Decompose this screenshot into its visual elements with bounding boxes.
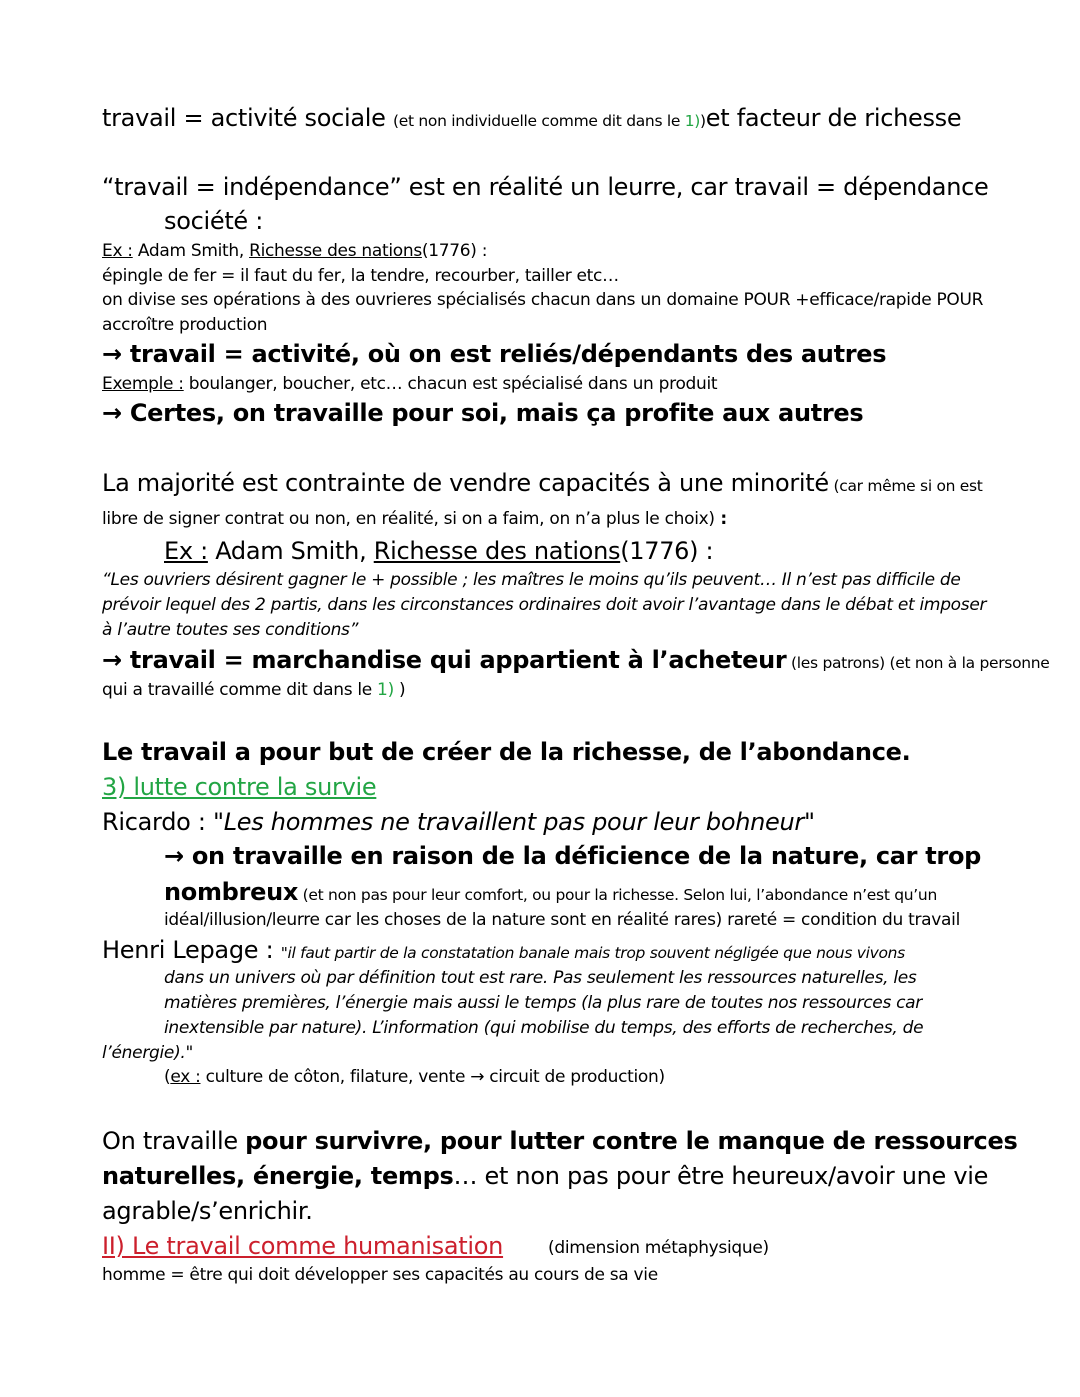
statement: → travail = marchandise qui appartient à l’acheteur: [102, 646, 787, 674]
conclusion-survivre-3: agrable/s’enrichir.: [102, 1197, 313, 1225]
bold: pour survivre, pour lutter contre le manque de ressources: [245, 1127, 1018, 1155]
example-boulanger: [102, 374, 717, 394]
note: (et non individuelle comme dit dans le: [393, 112, 685, 130]
year: (1776) :: [421, 241, 488, 261]
section-heading-II-note: (dimension métaphysique): [548, 1238, 769, 1258]
quote-smith-line-1: “Les ouvriers désirent gagner le + possible ; les maîtres le moins qu’ils peuvent… Il n’est pas difficile de: [102, 570, 961, 590]
plain: On travaille: [102, 1127, 246, 1155]
ex-label: Ex :: [102, 241, 133, 261]
close: ): [393, 680, 406, 700]
conclusion-survivre-1: [102, 1127, 1017, 1155]
conclusion-deficience: → on travaille en raison de la déficience de la nature, car trop: [164, 842, 982, 870]
book-title: Richesse des nations: [249, 241, 422, 261]
plain: … et non pas pour être heureux/avoir une vie: [453, 1162, 989, 1190]
reference-link: 1): [684, 112, 701, 130]
statement: travail = activité sociale: [102, 104, 386, 132]
ex-label: ex :: [170, 1067, 201, 1087]
line-libre-signer: [102, 509, 727, 529]
text: qui a travaillé comme dit dans le: [102, 680, 378, 700]
line-ricardo: [102, 808, 815, 836]
exemple-label: Exemple :: [102, 374, 184, 394]
quote-smith-line-2: prévoir lequel des 2 partis, dans les circonstances ordinaires doit avoir l’avantage dans le débat et imposer: [102, 595, 987, 615]
statement-tail: et facteur de richesse: [705, 104, 962, 132]
year: (1776) :: [620, 537, 714, 565]
line-ideal-illusion: idéal/illusion/leurre car les choses de la nature sont en réalité rares) rareté = condition du travail: [164, 910, 961, 930]
line-epingle: épingle de fer = il faut du fer, la tendre, recourber, tailler etc…: [102, 266, 619, 286]
quote-lepage-line-5: l’énergie).": [102, 1043, 194, 1063]
quote-lepage-line-3: matières premières, l’énergie mais aussi le temps (la plus rare de toutes nos ressources car: [164, 993, 922, 1013]
statement: nombreux: [164, 878, 299, 906]
ex-label: Ex :: [164, 537, 208, 565]
line-qui-a-travaille: [102, 680, 405, 700]
line-nombreux: [164, 878, 937, 906]
note-close: ): [700, 112, 706, 130]
section-heading-II: II) Le travail comme humanisation: [102, 1232, 504, 1260]
example-coton: [164, 1067, 665, 1087]
note: (les patrons) (et non à la personne: [786, 654, 1050, 672]
conclusion-dependants: → travail = activité, où on est reliés/dépendants des autres: [102, 340, 887, 368]
line-independance-leurre: “travail = indépendance” est en réalité un leurre, car travail = dépendance: [102, 173, 989, 201]
statement: La majorité est contrainte de vendre capacités à une minorité: [102, 469, 829, 497]
example-adam-smith-2: [164, 537, 713, 565]
line-societe: société :: [164, 207, 264, 235]
line-travail-activite-sociale: [102, 104, 961, 132]
example-text: culture de côton, filature, vente → circuit de production): [200, 1067, 665, 1087]
quote: "Les hommes ne travaillent pas pour leur bohneur": [212, 808, 815, 836]
conclusion-survivre-2: [102, 1162, 988, 1190]
quote-smith-line-3: à l’autre toutes ses conditions”: [102, 620, 359, 640]
reference-link: 1): [377, 680, 394, 700]
colon: :: [714, 509, 727, 529]
line-homme-etre: homme = être qui doit développer ses capacités au cours de sa vie: [102, 1265, 658, 1285]
author: Adam Smith,: [207, 537, 374, 565]
quote-line-1: "il faut partir de la constatation banale mais trop souvent négligée que nous vivons: [280, 944, 905, 962]
book-title: Richesse des nations: [373, 537, 621, 565]
author: Henri Lepage :: [102, 936, 281, 964]
note: (car même si on est: [828, 477, 983, 495]
conclusion-marchandise: [102, 646, 1050, 674]
quote-lepage-line-4: inextensible par nature). L’information (qui mobilise du temps, des efforts de recherches, de: [164, 1018, 924, 1038]
author: Adam Smith,: [132, 241, 250, 261]
example-adam-smith-1: [102, 241, 487, 261]
line-majorite-contrainte: [102, 469, 983, 497]
line-lepage: [102, 936, 905, 964]
quote-lepage-line-2: dans un univers où par définition tout est rare. Pas seulement les ressources naturelles, les: [164, 968, 917, 988]
paren-open: (: [164, 1067, 171, 1087]
line-accroitre-production: accroître production: [102, 315, 268, 335]
line-but-richesse: Le travail a pour but de créer de la richesse, de l’abondance.: [102, 738, 911, 766]
note: (et non pas pour leur comfort, ou pour la richesse. Selon lui, l’abondance n’est qu’un: [298, 886, 937, 904]
line-divise-operations: on divise ses opérations à des ouvrieres spécialisés chacun dans un domaine POUR +efficace/rapide POUR: [102, 290, 984, 310]
exemple-text: boulanger, boucher, etc… chacun est spécialisé dans un produit: [183, 374, 718, 394]
section-heading-3: 3) lutte contre la survie: [102, 773, 377, 801]
author: Ricardo :: [102, 808, 213, 836]
note-text: libre de signer contrat ou non, en réalité, si on a faim, on n’a plus le choix): [102, 509, 715, 529]
conclusion-profite-autres: → Certes, on travaille pour soi, mais ça profite aux autres: [102, 399, 864, 427]
bold: naturelles, énergie, temps: [102, 1162, 454, 1190]
